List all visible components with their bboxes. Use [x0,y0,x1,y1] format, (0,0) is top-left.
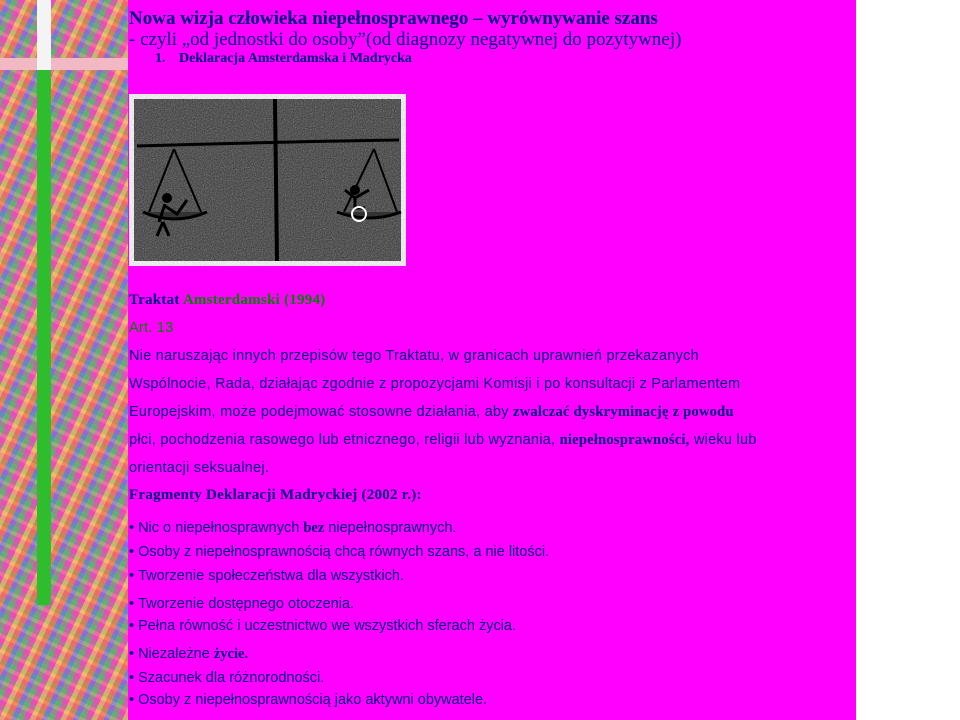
decorative-left-border [0,0,128,720]
right-margin [856,0,960,720]
treaty-line-3 [129,404,734,421]
point-text: Deklaracja Amsterdamska i Madrycka [179,51,412,66]
slide-title: Nowa wizja człowieka niepełnosprawnego – wyrównywanie szans [129,8,658,29]
article-number: Art. 13 [129,320,174,336]
bullet-dot: • [129,596,135,612]
bullet-emphasis: życie. [213,646,249,662]
treaty-line-4-text: płci, pochodzenia rasowego lub etnicznego, religii lub wyznania, [129,432,556,448]
bullet-dot: • [129,646,135,662]
treaty-line-4-emphasis: niepełnosprawności, [559,432,690,448]
bullet-item [129,692,487,708]
bullet-dot: • [129,544,135,560]
scales-of-justice-icon [129,94,406,266]
treaty-line-1: Nie naruszając innych przepisów tego Traktatu, w granicach uprawnień przekazanych [129,348,699,364]
treaty-line-2: Wspólnocie, Rada, działając zgodnie z propozycjami Komisji i po konsultacji z Parlamentem [129,376,741,392]
bullet-text: Pełna równość i uczestnictwo we wszystkich sferach życia. [138,618,517,634]
bullet-item [129,618,516,634]
bullet-item [129,544,549,560]
bullet-tail: niepełnosprawnych. [328,520,457,536]
bullet-dot: • [129,618,135,634]
madrid-heading-text: Fragmenty Deklaracji Madryckiej (2002 r. [129,487,412,503]
bullet-emphasis: bez [303,520,325,536]
bullet-dot: • [129,670,135,686]
bullet-item [129,520,456,537]
decorative-pink-line [0,58,128,70]
treaty-line-4-tail: wieku lub [693,432,757,448]
bullet-item [129,568,404,584]
treaty-heading-word: Traktat [129,292,180,308]
point-number: 1. [155,51,166,66]
bullet-text: Osoby z niepełnosprawnością jako aktywni obywatele. [138,692,488,708]
bullet-item [129,646,248,663]
treaty-line-5: orientacji seksualnej. [129,460,270,476]
madrid-heading-tail: ): [411,487,422,503]
treaty-line-3-text: Europejskim, może podejmować stosowne działania, aby [129,404,509,420]
treaty-heading [129,292,325,309]
bullet-item [129,670,324,686]
bullet-text: Szacunek dla różnorodności. [138,670,325,686]
treaty-line-3-emphasis: zwalczać dyskryminację z powodu [513,404,734,420]
bullet-text: Tworzenie dostępnego otoczenia. [138,596,355,612]
decorative-green-bar [37,70,51,605]
bullet-item [129,596,354,612]
bullet-text: Osoby z niepełnosprawnością chcą równych szans, a nie litości. [138,544,550,560]
bullet-dot: • [129,692,135,708]
bullet-dot: • [129,520,135,536]
bullet-dot: • [129,568,135,584]
bullet-text: Niezależne [138,646,210,662]
treaty-heading-rest: Amsterdamski (1994) [182,292,326,308]
point-heading [155,51,412,67]
bullet-text: Tworzenie społeczeństwa dla wszystkich. [138,568,405,584]
treaty-line-4 [129,432,757,449]
bullet-text: Nic o niepełnosprawnych [138,520,300,536]
slide-subtitle: - czyli „od jednostki do osoby”(od diagnozy negatywnej do pozytywnej) [129,29,682,50]
madrid-heading [129,487,422,504]
